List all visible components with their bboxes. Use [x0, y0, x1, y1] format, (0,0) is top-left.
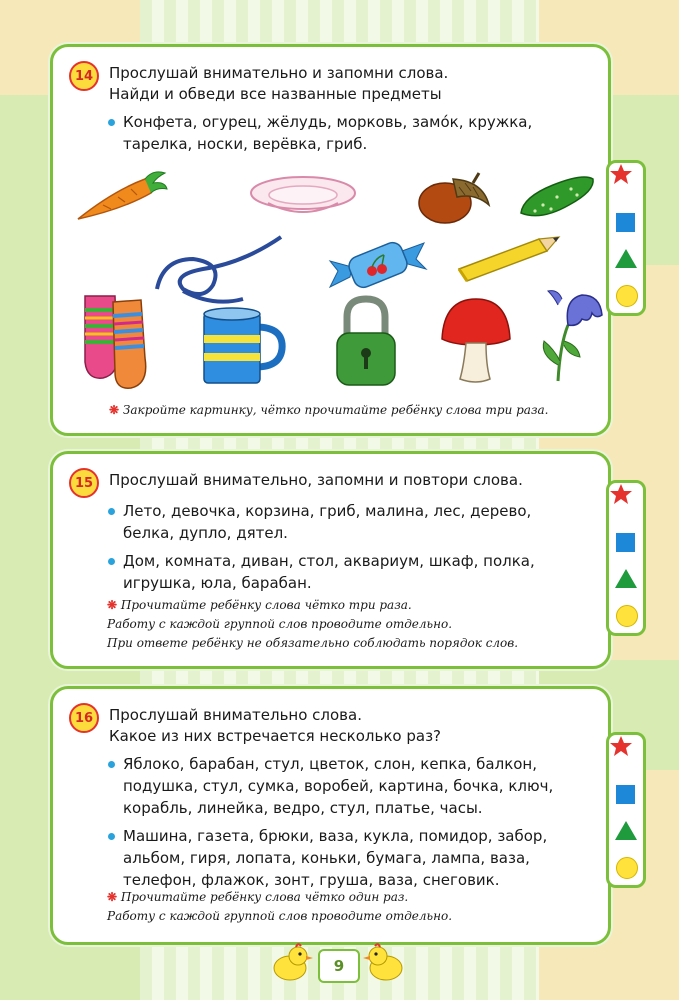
bellflower-picture [538, 285, 608, 385]
page-number: 9 [318, 949, 360, 983]
triangle-icon [615, 821, 637, 840]
square-icon [616, 533, 635, 552]
note-mark-icon: ❋ [107, 598, 118, 612]
task-15-card [50, 451, 611, 669]
plate-picture [248, 175, 358, 220]
teacher-note: ❋ Прочитайте ребёнку слова чётко один раз. Работу с каждой группой слов проводите отдельно. [107, 890, 453, 923]
square-icon [616, 213, 635, 232]
note-mark-icon: ❋ [109, 403, 120, 417]
word-list [107, 111, 587, 161]
task-instruction: Прослушай внимательно слова. Какое из них встречается несколько раз? [109, 706, 442, 745]
teacher-note: ❋ Закройте картинку, чётко прочитайте ребёнку слова три раза. [109, 403, 549, 417]
shape-tab-15 [606, 480, 646, 636]
square-icon [616, 785, 635, 804]
teacher-note: ❋ Прочитайте ребёнку слова чётко три раза. Работу с каждой группой слов проводите отдельно. При ответе ребёнку не обязательно соблюдать порядок слов. [107, 598, 519, 650]
task-number: 15 [69, 468, 99, 498]
word-group: Лето, девочка, корзина, гриб, малина, лес, дерево, белка, дупло, дятел. [107, 500, 587, 544]
word-list [107, 753, 577, 897]
chick-left-icon [268, 942, 314, 982]
lock-picture [331, 295, 401, 390]
task-number: 14 [69, 61, 99, 91]
task-instruction: Прослушай внимательно, запомни и повтори слова. [109, 471, 523, 489]
task-number: 16 [69, 703, 99, 733]
word-list [107, 500, 587, 600]
task-instruction: Прослушай внимательно и запомни слова. Найди и обведи все названные предметы [109, 64, 449, 103]
word-group: Дом, комната, диван, стол, аквариум, шкаф, полка, игрушка, юла, барабан. [107, 550, 587, 594]
rope-picture [153, 229, 283, 309]
mug-picture [198, 305, 288, 390]
carrot-picture [73, 171, 168, 226]
cucumber-picture [513, 169, 598, 224]
candy-picture [328, 229, 428, 304]
pencil-picture [453, 233, 563, 283]
word-group: Яблоко, барабан, стул, цветок, слон, кепка, балкон, подушка, стул, сумка, воробей, картина, бочка, ключ, корабль, линейка, ведро, стул, платье, часы. [107, 753, 577, 819]
triangle-icon [615, 569, 637, 588]
star-icon [609, 483, 633, 505]
picture-area [73, 167, 593, 397]
shape-tab-16 [606, 732, 646, 888]
shape-tab-14 [606, 160, 646, 316]
task-14-card [50, 44, 611, 436]
star-icon [609, 163, 633, 185]
triangle-icon [615, 249, 637, 268]
word-group: Конфета, огурец, жёлудь, морковь, замо́к, кружка, тарелка, носки, верёвка, гриб. [107, 111, 587, 155]
circle-icon [616, 285, 638, 307]
note-mark-icon: ❋ [107, 890, 118, 904]
acorn-picture [413, 167, 493, 227]
socks-picture [73, 292, 163, 392]
mushroom-picture [438, 295, 513, 385]
circle-icon [616, 857, 638, 879]
task-16-card [50, 686, 611, 945]
chick-right-icon [362, 942, 408, 982]
word-group: Машина, газета, брюки, ваза, кукла, помидор, забор, альбом, гиря, лопата, коньки, бумага, лампа, ваза, телефон, флажок, зонт, груша, ваза, снеговик. [107, 825, 577, 891]
star-icon [609, 735, 633, 757]
circle-icon [616, 605, 638, 627]
